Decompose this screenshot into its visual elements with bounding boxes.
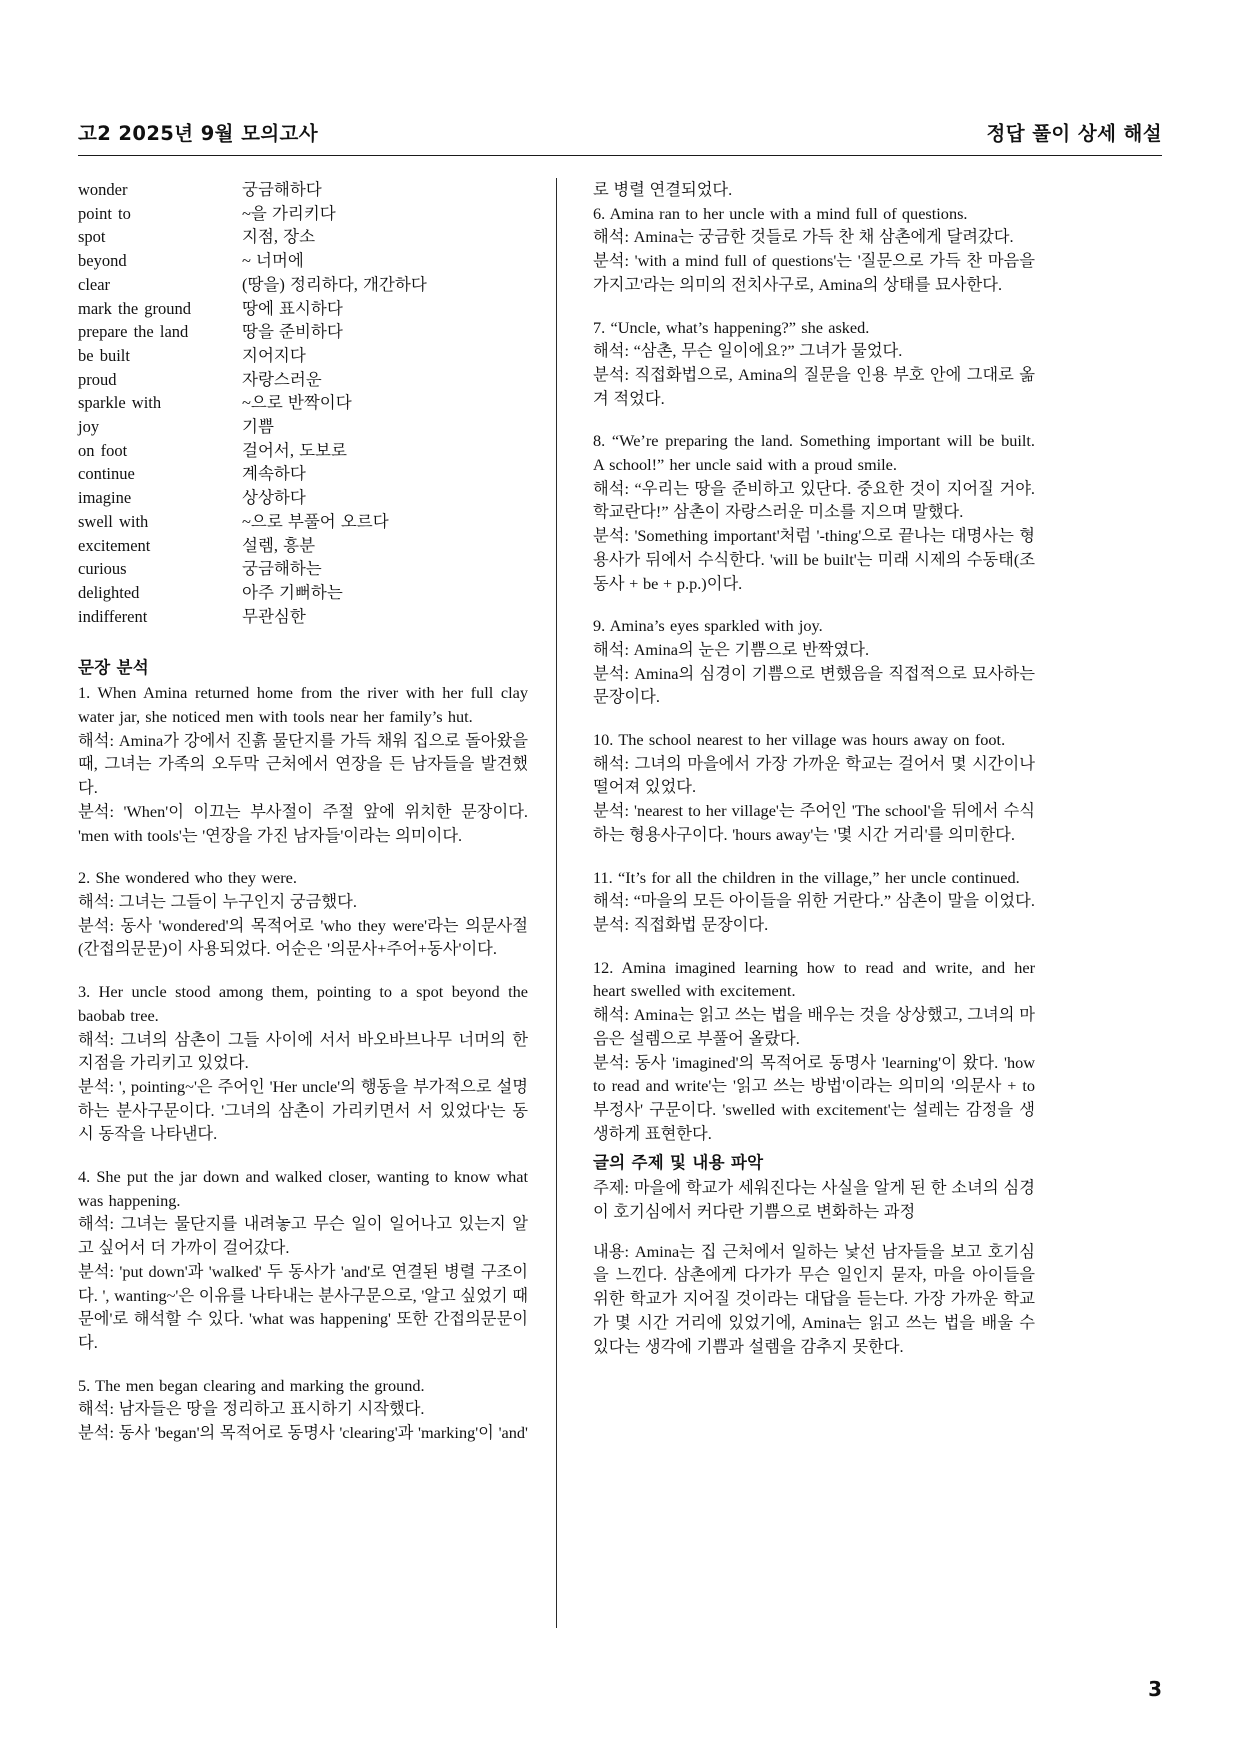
vocabulary-row xyxy=(78,510,528,534)
vocabulary-row xyxy=(78,178,528,202)
analysis-item xyxy=(78,1374,528,1445)
vocabulary-term: point to xyxy=(78,203,131,223)
right-column xyxy=(563,178,1035,1628)
analysis-translation: 해석: “마을의 모든 아이들을 위한 거란다.” 삼촌이 말을 이었다. xyxy=(593,891,1035,911)
vocabulary-meaning: 아주 기뻐하는 xyxy=(242,582,343,602)
analysis-translation: 해석: Amina는 궁금한 것들로 가득 찬 채 삼촌에게 달려갔다. xyxy=(593,227,1014,247)
vocabulary-meaning: 기쁨 xyxy=(242,417,274,437)
vocabulary-meaning: 궁금해하는 xyxy=(242,559,322,579)
header-exam-title: 고2 2025년 9월 모의고사 xyxy=(78,122,319,145)
vocabulary-row xyxy=(78,202,528,226)
vocabulary-meaning: 설렘, 흥분 xyxy=(242,535,316,555)
analysis-sentence-english: 7. “Uncle, what’s happening?” she asked. xyxy=(593,317,870,337)
left-analysis-blocks xyxy=(78,681,528,1444)
analysis-item xyxy=(593,728,1035,847)
header-section-title: 정답 풀이 상세 해설 xyxy=(986,122,1162,145)
vocabulary-term: clear xyxy=(78,274,111,294)
vocabulary-meaning: ~으로 반짝이다 xyxy=(242,393,352,413)
vocabulary-term: wonder xyxy=(78,180,128,199)
vocabulary-meaning: ~으로 부풀어 오르다 xyxy=(242,511,389,531)
topic-statement xyxy=(593,1176,1035,1223)
analysis-item xyxy=(593,316,1035,411)
analysis-item xyxy=(78,681,528,847)
vocabulary-term: excitement xyxy=(78,535,151,555)
vocabulary-term: on foot xyxy=(78,440,128,460)
vocabulary-row xyxy=(78,225,528,249)
vocabulary-term: mark the ground xyxy=(78,298,192,318)
vocabulary-term: swell with xyxy=(78,511,149,531)
analysis-sentence-english: 10. The school nearest to her village was hours away on foot. xyxy=(593,730,1006,750)
right-continuation xyxy=(593,178,1035,202)
analysis-translation: 해석: 그녀는 그들이 누구인지 궁금했다. xyxy=(78,891,357,911)
vocabulary-meaning: 자랑스러운 xyxy=(242,369,322,389)
vocabulary-term: curious xyxy=(78,559,127,579)
vocabulary-list xyxy=(78,178,528,628)
vocabulary-meaning: 지점, 장소 xyxy=(242,227,316,247)
header-divider xyxy=(78,155,1162,156)
two-column-body xyxy=(78,178,1162,1628)
analysis-sentence-english: 5. The men began clearing and marking the ground. xyxy=(78,1375,425,1395)
analysis-translation: 해석: Amina의 눈은 기쁨으로 반짝였다. xyxy=(593,639,870,659)
vocabulary-row xyxy=(78,249,528,273)
analysis-item xyxy=(78,866,528,961)
analysis-sentence-english: 1. When Amina returned home from the river with her full clay water jar, she noticed men with tools near her family’s hut. xyxy=(78,683,528,727)
analysis-explanation: 분석: 'nearest to her village'는 주어인 'The school'을 뒤에서 수식하는 형용사구이다. 'hours away'는 '몇 시간 거리'를 의미한다. xyxy=(593,801,1035,844)
analysis-item xyxy=(593,202,1035,297)
vocabulary-row xyxy=(78,273,528,297)
topic-section xyxy=(593,1149,1035,1358)
vocabulary-meaning: 땅에 표시하다 xyxy=(242,298,343,318)
page-number: 3 xyxy=(1148,1677,1162,1701)
analysis-translation: 해석: 그녀의 마을에서 가장 가까운 학교는 걸어서 몇 시간이나 떨어져 있었다. xyxy=(593,753,1035,797)
analysis-explanation: 분석: 직접화법으로, Amina의 질문을 인용 부호 안에 그대로 옮겨 적었다. xyxy=(593,364,1035,408)
vocabulary-term: prepare the land xyxy=(78,322,189,342)
analysis-item xyxy=(78,980,528,1146)
vocabulary-term: delighted xyxy=(78,582,140,602)
vocabulary-term: proud xyxy=(78,369,117,389)
column-divider xyxy=(556,178,557,1628)
analysis-explanation: 분석: 직접화법 문장이다. xyxy=(593,914,769,934)
analysis-sentence-english: 3. Her uncle stood among them, pointing to a spot beyond the baobab tree. xyxy=(78,982,528,1025)
vocabulary-meaning: 땅을 준비하다 xyxy=(242,322,343,342)
analysis-translation: 해석: Amina는 읽고 쓰는 법을 배우는 것을 상상했고, 그녀의 마음은 설렘으로 부풀어 올랐다. xyxy=(593,1005,1035,1048)
analysis-explanation: 분석: 'When'이 이끄는 부사절이 주절 앞에 위치한 문장이다. 'men with tools'는 '연장을 가진 남자들'이라는 의미이다. xyxy=(78,801,528,845)
analysis-explanation: 분석: 'put down'과 'walked' 두 동사가 'and'로 연결된 병렬 구조이다. ', wanting~'은 이유를 나타내는 분사구문으로, '알고 싶었기 때문에'로 해석할 수 있다. 'what was happening' 또한 간접의문문이다. xyxy=(78,1261,528,1352)
vocabulary-meaning: (땅을) 정리하다, 개간하다 xyxy=(242,274,427,294)
continuation-line: 로 병렬 연결되었다. xyxy=(593,180,733,199)
analysis-explanation: 분석: 동사 'wondered'의 목적어로 'who they were'라는 의문사절(간접의문문)이 사용되었다. 어순은 '의문사+주어+동사'이다. xyxy=(78,915,528,959)
vocabulary-row xyxy=(78,415,528,439)
analysis-sentence-english: 9. Amina’s eyes sparkled with joy. xyxy=(593,616,823,636)
vocabulary-term: imagine xyxy=(78,488,132,508)
analysis-explanation: 분석: ', pointing~'은 주어인 'Her uncle'의 행동을 부가적으로 설명하는 분사구문이다. '그녀의 삼촌이 가리키면서 서 있었다'는 동시 동작을 나타낸다. xyxy=(78,1076,528,1144)
vocabulary-meaning: 계속하다 xyxy=(242,464,306,484)
right-analysis-blocks xyxy=(593,202,1035,1146)
analysis-explanation: 분석: 'Something important'처럼 '-thing'으로 끝나는 대명사는 형용사가 뒤에서 수식한다. 'will be built'는 미래 시제의 수동태(조동사 + be + p.p.)이다. xyxy=(593,526,1035,593)
vocabulary-term: indifferent xyxy=(78,606,148,626)
analysis-sentence-english: 12. Amina imagined learning how to read and write, and her heart swelled with excitement. xyxy=(593,957,1035,1001)
vocabulary-row xyxy=(78,297,528,321)
analysis-item xyxy=(593,956,1035,1146)
analysis-sentence-english: 6. Amina ran to her uncle with a mind full of questions. xyxy=(593,203,968,223)
analysis-explanation: 분석: Amina의 심경이 기쁨으로 변했음을 직접적으로 묘사하는 문장이다. xyxy=(593,663,1035,707)
continuation-text xyxy=(593,178,1035,202)
vocabulary-row xyxy=(78,486,528,510)
vocabulary-term: be built xyxy=(78,345,130,365)
vocabulary-meaning: 궁금해하다 xyxy=(242,180,322,199)
content-text: 내용: Amina는 집 근처에서 일하는 낯선 남자들을 보고 호기심을 느낀다. 삼촌에게 다가가 무슨 일인지 묻자, 마을 아이들을 위한 학교가 지어질 것이라는 대답을 듣는다. 가장 가까운 학교가 몇 시간 거리에 있었기에, Amina는 읽고 쓰는 법을 배울 수 있다는 생각에 기쁨과 설렘을 감추지 못한다. xyxy=(593,1241,1035,1356)
analysis-translation: 해석: 그녀의 삼촌이 그들 사이에 서서 바오바브나무 너머의 한 지점을 가리키고 있었다. xyxy=(78,1029,528,1073)
vocabulary-row xyxy=(78,534,528,558)
topic-section-heading: 글의 주제 및 내용 파악 xyxy=(593,1153,764,1173)
sentence-analysis-heading: 문장 분석 xyxy=(78,658,150,678)
vocabulary-row xyxy=(78,581,528,605)
analysis-sentence-english: 2. She wondered who they were. xyxy=(78,868,297,888)
vocabulary-meaning: ~을 가리키다 xyxy=(242,203,336,223)
vocabulary-meaning: 걸어서, 도보로 xyxy=(242,440,347,460)
analysis-explanation: 분석: 'with a mind full of questions'는 '질문으로 가득 찬 마음을 가지고'라는 의미의 전치사구로, Amina의 상태를 묘사한다. xyxy=(593,251,1035,294)
vocabulary-term: joy xyxy=(78,417,100,437)
analysis-translation: 해석: “삼촌, 무슨 일이에요?” 그녀가 물었다. xyxy=(593,341,903,361)
vocabulary-meaning: 지어지다 xyxy=(242,345,306,365)
analysis-explanation: 분석: 동사 'imagined'의 목적어로 동명사 'learning'이 왔다. 'how to read and write'는 '읽고 쓰는 방법'이라는 의미의 '의문사 + to부정사' 구문이다. 'swelled with excitement'는 설레는 감정을 생생하게 표현한다. xyxy=(593,1052,1035,1143)
vocabulary-row xyxy=(78,557,528,581)
analysis-translation: 해석: 그녀는 물단지를 내려놓고 무슨 일이 일어나고 있는지 알고 싶어서 더 가까이 걸어갔다. xyxy=(78,1214,528,1258)
vocabulary-row xyxy=(78,368,528,392)
analysis-explanation: 분석: 동사 'began'의 목적어로 동명사 'clearing'과 'marking'이 'and' xyxy=(78,1423,528,1443)
analysis-sentence-english: 4. She put the jar down and walked closer, wanting to know what was happening. xyxy=(78,1167,528,1210)
vocabulary-row xyxy=(78,344,528,368)
analysis-item xyxy=(593,866,1035,937)
vocabulary-meaning: ~ 너머에 xyxy=(242,251,304,271)
analysis-translation: 해석: “우리는 땅을 준비하고 있단다. 중요한 것이 지어질 거야. 학교란다!” 삼촌이 자랑스러운 미소를 지으며 말했다. xyxy=(593,478,1035,522)
vocabulary-meaning: 상상하다 xyxy=(242,488,306,508)
analysis-item xyxy=(593,429,1035,595)
page-header xyxy=(78,118,1162,155)
vocabulary-row xyxy=(78,605,528,629)
analysis-item xyxy=(78,1165,528,1355)
vocabulary-row xyxy=(78,391,528,415)
analysis-item xyxy=(593,614,1035,709)
vocabulary-row xyxy=(78,320,528,344)
left-column xyxy=(78,178,550,1628)
topic-text: 주제: 마을에 학교가 세워진다는 사실을 알게 된 한 소녀의 심경이 호기심에서 커다란 기쁨으로 변화하는 과정 xyxy=(593,1178,1035,1222)
vocabulary-row xyxy=(78,462,528,486)
vocabulary-term: sparkle with xyxy=(78,393,162,413)
content-summary xyxy=(593,1240,1035,1359)
analysis-translation: 해석: 남자들은 땅을 정리하고 표시하기 시작했다. xyxy=(78,1399,425,1419)
vocabulary-term: continue xyxy=(78,464,135,484)
vocabulary-term: beyond xyxy=(78,251,127,271)
analysis-sentence-english: 11. “It’s for all the children in the village,” her uncle continued. xyxy=(593,867,1020,887)
vocabulary-row xyxy=(78,439,528,463)
vocabulary-meaning: 무관심한 xyxy=(242,606,306,626)
analysis-sentence-english: 8. “We’re preparing the land. Something important will be built. A school!” her uncle said with a proud smile. xyxy=(593,431,1035,475)
vocabulary-term: spot xyxy=(78,227,106,247)
analysis-translation: 해석: Amina가 강에서 진흙 물단지를 가득 채워 집으로 돌아왔을 때, 그녀는 가족의 오두막 근처에서 연장을 든 남자들을 발견했다. xyxy=(78,730,528,798)
